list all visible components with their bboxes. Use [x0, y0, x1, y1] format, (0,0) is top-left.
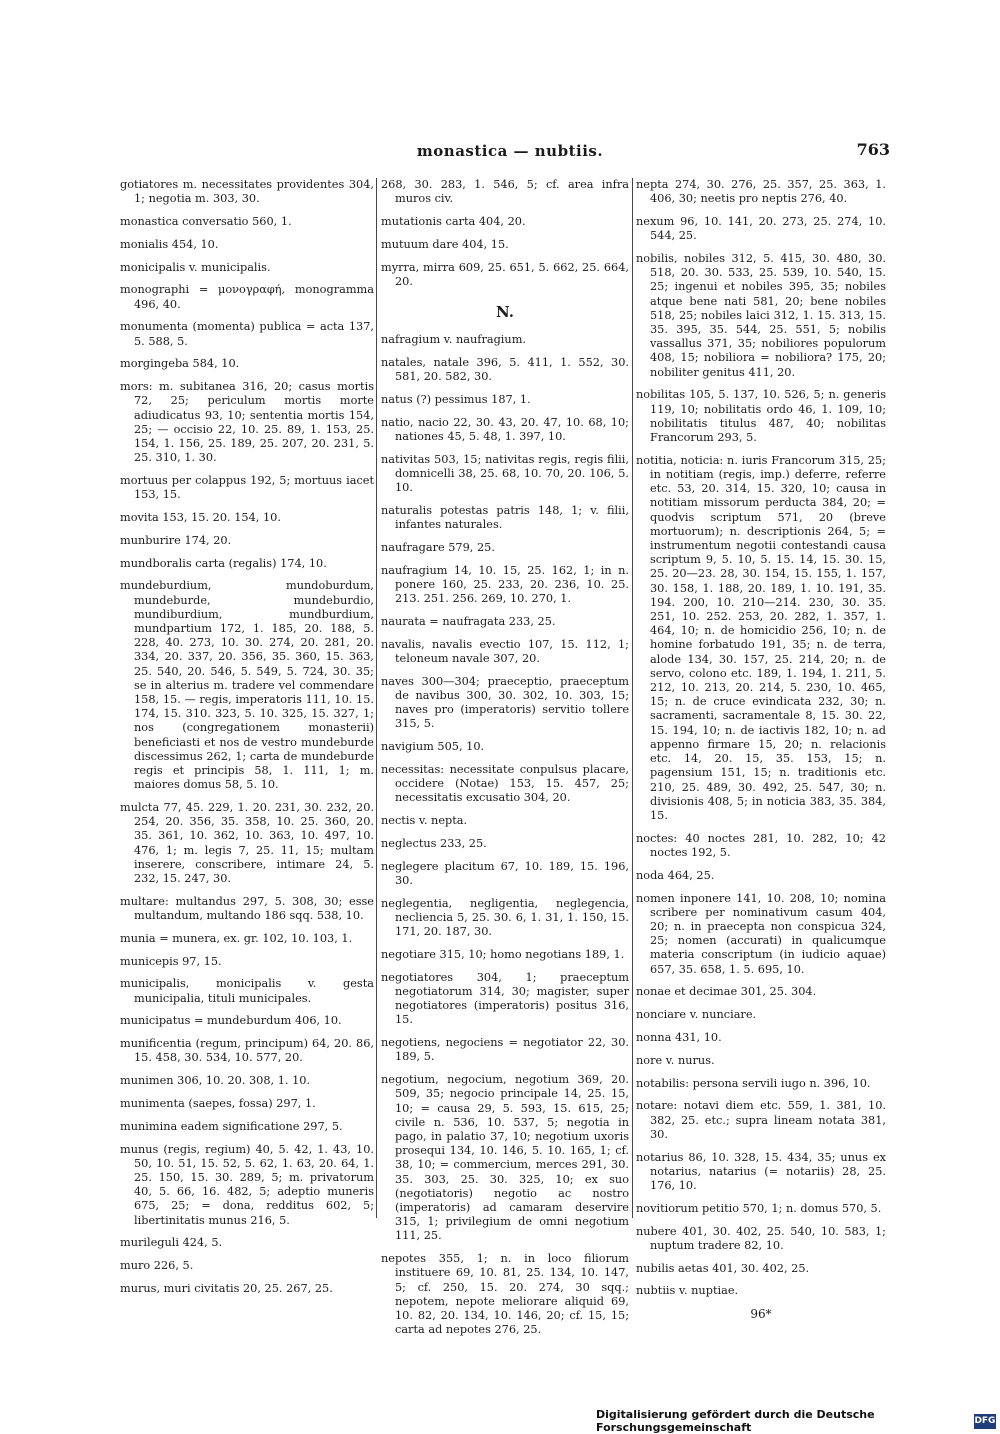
dictionary-entry: naufragare 579, 25. — [381, 541, 495, 554]
dictionary-entry: nobilitas 105, 5. 137, 10. 526, 5; n. generis 119, 10; nobilitatis ordo 46, 1. 109, 10; nobilitatis titulus 487, 40; nobilitas Francorum 293, 5. — [636, 388, 886, 445]
dictionary-entry: munimenta (saepes, fossa) 297, 1. — [120, 1097, 316, 1111]
dictionary-entry: negotiens, negociens = negotiator 22, 30. 189, 5. — [381, 1036, 629, 1064]
dictionary-entry: negotiatores 304, 1; praeceptum negotiatorum 314, 30; magister, super negotiatores (imperatoris) positus 316, 15. — [381, 970, 629, 1027]
dictionary-entry: nafragium v. naufragium. — [381, 333, 527, 347]
dictionary-entry: mulcta 77, 45. 229, 1. 20. 231, 30. 232, 20. 254, 20. 356, 35. 358, 10. 25. 360, 20. 35. 361, 10. 362, 10. 363, 10. 497, 10. 476, 1; m. legis 7, 25. 11, 15; multam inserere, conscribere, intimare 24, 5. 232, 15. 247, 30. — [120, 801, 374, 886]
dfg-logo: DFG — [974, 1414, 996, 1429]
dictionary-entry: nativitas 503, 15; nativitas regis, regis filii, domnicelli 38, 25. 68, 10. 70, 20. 106, 5. 10. — [381, 452, 629, 495]
dictionary-entry: noctes: 40 noctes 281, 10. 282, 10; 42 noctes 192, 5. — [636, 831, 886, 859]
dictionary-entry: nore v. nurus. — [636, 1053, 715, 1067]
dictionary-entry: notitia, noticia: n. iuris Francorum 315, 25; in notitiam (regis, imp.) deferre, referre etc. 53, 20. 314, 15. 320, 10; causa in notitiam missorum perducta 384, 20; = quodvis scriptum 571, 20 (breve mortuorum); n. descriptionis 264, 5; = instrumentum negotii contestandi causa scriptum 9, 5. 10, 5. 15. 14, 15. 30. 15, 25. 20—23. 28, 30. 154, 15. 155, 1. 157, 30. 158, 1. 188, 20. 189, 1. 10. 191, 35. 194. 200, 10. 210—214. 230, 30. 35. 251, 10. 252. 253, 20. 282, 1. 357, 1. 464, 10; n. de homicidio 256, 10; n. de homine forbatudo 191, 35; n. de terra, alode 134, 30. 157, 25. 214, 20; n. de servo, colono etc. 189, 1. 194, 1. 211, 5. 212, 10. 213, 20. 214, 5. 230, 10. 465, 15; n. de cruce evindicata 232, 30; n. sacramenti, sacramentale 8, 15. 30. 22, 15. 194, 10; n. de iactivis 182, 10; n. ad appenno firmare 15, 20; n. relacionis etc. 14, 20. 15, 35. 153, 15; n. pagensium 151, 15; n. traditionis etc. 210, 25. 489, 30. 492, 25. 547, 30; n. divisionis 408, 5; in noticia 383, 35. 384, 15. — [636, 453, 886, 822]
dictionary-entry: naurata = naufragata 233, 25. — [381, 615, 556, 628]
dictionary-entry: munificentia (regum, principum) 64, 20. 86, 15. 458, 30. 534, 10. 577, 20. — [120, 1037, 374, 1065]
footer — [596, 1409, 1000, 1433]
dictionary-entry: nepta 274, 30. 276, 25. 357, 25. 363, 1. 406, 30; neetis pro neptis 276, 40. — [636, 178, 886, 206]
dictionary-entry: municipalis, monicipalis v. gesta municipalia, tituli municipales. — [120, 977, 374, 1005]
dictionary-entry: nobilis, nobiles 312, 5. 415, 30. 480, 30. 518, 20. 30. 533, 25. 539, 10. 540, 15. 25; ingenui et nobiles 395, 35; nobiles atque bene nati 581, 20; bene nobiles 518, 25; nobiles laici 312, 1. 15. 313, 15. 35. 395, 35. 544, 25. 551, 5; nobilis vassallus 371, 35; nobiliores populorum 408, 15; nobiliora = nobiliora? 175, 20; nobiliter genitus 411, 20. — [636, 252, 886, 379]
dictionary-entry: monicipalis v. municipalis. — [120, 260, 271, 274]
dictionary-entry: negotium, negocium, negotium 369, 20. 509, 35; negocio principale 14, 25. 15, 10; = causa 29, 5. 593, 15. 615, 25; civile n. 536, 10. 537, 5; negotia in pago, in palatio 37, 10; negotium uxoris prosequi 134, 10. 146, 5. 10. 165, 1; cf. 38, 10; = commercium, merces 291, 30. 35. 303, 25. 30. 325, 10; ex suo (negotiatoris) negotio ac nostro (imperatoris) ad camaram deservire 315, 1; privilegium de omni negotium 111, 25. — [381, 1073, 629, 1243]
dictionary-entry: novitiorum petitio 570, 1; n. domus 570, 5. — [636, 1201, 882, 1215]
dictionary-entry: nectis v. nepta. — [381, 814, 468, 828]
dictionary-entry: munimen 306, 10. 20. 308, 1. 10. — [120, 1074, 311, 1088]
dictionary-entry: multare: multandus 297, 5. 308, 30; esse multandum, multando 186 sqq. 538, 10. — [120, 894, 374, 923]
section-letter: N. — [496, 303, 514, 321]
dictionary-entry: monialis 454, 10. — [120, 237, 219, 251]
dictionary-entry: navalis, navalis evectio 107, 15. 112, 1; teloneum navale 307, 20. — [381, 637, 629, 665]
dictionary-entry: munia = munera, ex. gr. 102, 10. 103, 1. — [120, 931, 353, 945]
dictionary-entry: natales, natale 396, 5. 411, 1. 552, 30. 581, 20. 582, 30. — [381, 356, 629, 384]
column-divider — [632, 178, 633, 1218]
dictionary-entry: navigium 505, 10. — [381, 740, 485, 754]
dictionary-entry: negotiare 315, 10; homo negotians 189, 1. — [381, 948, 625, 961]
dictionary-entry: naves 300—304; praeceptio, praeceptum de navibus 300, 30. 302, 10. 303, 15; naves pro (imperatoris) servitio tollere 315, 5. — [381, 674, 629, 731]
dictionary-entry: neglegere placitum 67, 10. 189, 15. 196, 30. — [381, 859, 629, 887]
dictionary-entry: neglectus 233, 25. — [381, 837, 487, 850]
funding-note: Digitalisierung gefördert durch die Deutsche Forschungsgemeinschaft — [596, 1408, 875, 1434]
signature-mark: 96* — [750, 1307, 772, 1322]
dictionary-entry: necessitas: necessitate conpulsus placare, occidere (Notae) 153, 15. 457, 25; necessitatis excusatio 304, 20. — [381, 763, 629, 805]
right-column — [636, 178, 886, 1321]
page-title: monastica — nubtiis. — [416, 142, 604, 160]
dictionary-entry: myrra, mirra 609, 25. 651, 5. 662, 25. 664, 20. — [381, 260, 629, 288]
dictionary-entry: mors: m. subitanea 316, 20; casus mortis 72, 25; periculum mortis morte adiudicatus 93, 10; sententia mortis 154, 25; — occisio 22, 10. 25. 89, 1. 153, 25. 154, 1. 156, 25. 189, 25. 207, 20. 231, 5. 25. 310, 1. 30. — [120, 380, 374, 465]
dictionary-entry: nonna 431, 10. — [636, 1030, 722, 1044]
dictionary-entry: mundeburdium, mundoburdum, mundeburde, mundeburdio, mundiburdium, mundburdium, mundpartium 172, 1. 185, 20. 188, 5. 228, 40. 273, 10. 30. 274, 20. 281, 20. 334, 20. 337, 20. 356, 35. 360, 15. 363, 25. 540, 20. 546, 5. 549, 5. 724, 30. 35; se in alterius m. tradere vel commendare 158, 15. — regis, imperatoris 111, 10. 15. 174, 15. 310. 323, 5. 10. 325, 15. 327, 1; nos (congregationem monasterii) beneficiasti et nos de vestro mundeburde discessimus 262, 1; carta de mundeburde regis et principis 58, 1. 111, 1; m. maiores domus 58, 5. 10. — [120, 579, 374, 792]
dictionary-entry: murileguli 424, 5. — [120, 1236, 223, 1250]
dictionary-entry: neglegentia, negligentia, neglegencia, necliencia 5, 25. 30. 6, 1. 31, 1. 150, 15. 171, 20. 187, 30. — [381, 896, 629, 939]
column-divider — [376, 178, 377, 1218]
dictionary-entry: mutationis carta 404, 20. — [381, 215, 526, 228]
dictionary-entry: munus (regis, regium) 40, 5. 42, 1. 43, 10. 50, 10. 51, 15. 52, 5. 62, 1. 63, 20. 64, 1. 25. 150, 15. 30. 289, 5; m. privatorum 40, 5. 66, 16. 482, 5; adeptio muneris 675, 25; = dona, redditus 602, 5; libertinitatis munus 216, 5. — [120, 1142, 374, 1227]
dictionary-entry: notare: notavi diem etc. 559, 1. 381, 10. 382, 25. etc.; supra lineam notata 381, 30. — [636, 1099, 886, 1141]
dictionary-entry: noda 464, 25. — [636, 868, 715, 882]
dictionary-entry: murus, muri civitatis 20, 25. 267, 25. — [120, 1282, 333, 1296]
dictionary-entry: nubere 401, 30. 402, 25. 540, 10. 583, 1; nuptum tradere 82, 10. — [636, 1224, 886, 1252]
dictionary-entry: naufragium 14, 10. 15, 25. 162, 1; in n. ponere 160, 25. 233, 20. 236, 10. 25. 213. 251. 256. 269, 10. 270, 1. — [381, 563, 629, 606]
dictionary-entry: naturalis potestas patris 148, 1; v. filii, infantes naturales. — [381, 504, 629, 532]
dictionary-entry: nepotes 355, 1; n. in loco filiorum instituere 69, 10. 81, 25. 134, 10. 147, 5; cf. 250, 15. 20. 274, 30 sqq.; nepotem, nepote meliorare aliquid 69, 10. 82, 20. 134, 10. 146, 20; cf. 15, 15; carta ad nepotes 276, 25. — [381, 1252, 629, 1337]
dictionary-entry: 268, 30. 283, 1. 546, 5; cf. area infra muros civ. — [381, 178, 629, 206]
dictionary-entry: morgingeba 584, 10. — [120, 357, 240, 371]
dictionary-entry: municepis 97, 15. — [120, 954, 222, 968]
dictionary-entry: nexum 96, 10. 141, 20. 273, 25. 274, 10. 544, 25. — [636, 215, 886, 243]
dictionary-entry: nonae et decimae 301, 25. 304. — [636, 985, 817, 999]
dictionary-entry: munburire 174, 20. — [120, 533, 232, 547]
dictionary-entry: nomen inponere 141, 10. 208, 10; nomina scribere per nominativum casum 404, 20; n. in praecepta non conspicua 324, 25; nomen (accurati) in qualicumque materia conscriptum (in iudicio aquae) 657, 35. 658, 1. 5. 695, 10. — [636, 891, 886, 976]
dictionary-entry: natio, nacio 22, 30. 43, 20. 47, 10. 68, 10; nationes 45, 5. 48, 1. 397, 10. — [381, 415, 629, 443]
dictionary-entry: mundboralis carta (regalis) 174, 10. — [120, 556, 327, 570]
dictionary-entry: natus (?) pessimus 187, 1. — [381, 393, 531, 406]
left-column — [120, 178, 374, 1305]
page-number: 763 — [856, 140, 890, 159]
dictionary-entry: monumenta (momenta) publica = acta 137, 5. 588, 5. — [120, 320, 374, 348]
dictionary-entry: mortuus per colappus 192, 5; mortuus iacet 153, 15. — [120, 474, 374, 502]
dictionary-entry: notarius 86, 10. 328, 15. 434, 35; unus ex notarius, natarius (= notariis) 28, 25. 176, 10. — [636, 1150, 886, 1192]
dictionary-entry: mutuum dare 404, 15. — [381, 237, 509, 251]
dictionary-entry: muro 226, 5. — [120, 1259, 194, 1273]
dictionary-entry: notabilis: persona servili iugo n. 396, 10. — [636, 1076, 871, 1090]
dictionary-entry: gotiatores m. necessitates providentes 304, 1; negotia m. 303, 30. — [120, 178, 374, 206]
middle-column — [381, 178, 629, 1346]
dictionary-entry: nubtiis v. nuptiae. — [636, 1284, 739, 1298]
dictionary-entry: nonciare v. nunciare. — [636, 1008, 757, 1022]
dictionary-entry: municipatus = mundeburdum 406, 10. — [120, 1014, 342, 1028]
dictionary-entry: nubilis aetas 401, 30. 402, 25. — [636, 1261, 810, 1275]
dictionary-entry: movita 153, 15. 20. 154, 10. — [120, 511, 281, 524]
dictionary-entry: munimina eadem significatione 297, 5. — [120, 1119, 343, 1133]
dictionary-entry: monographi = μονογραφή, monogramma 496, 40. — [120, 283, 374, 311]
dictionary-entry: monastica conversatio 560, 1. — [120, 215, 292, 228]
